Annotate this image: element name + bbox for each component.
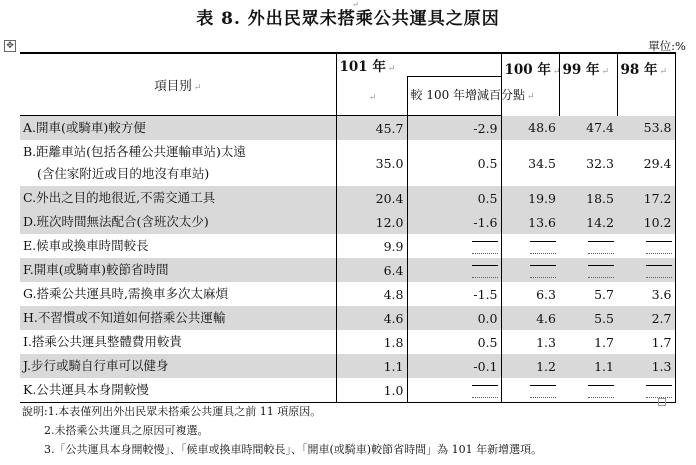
cell-y98 [617,330,675,354]
cell-value: 1.7 [594,334,614,350]
cell-y98 [617,306,675,330]
cell-y99 [559,378,617,403]
cell-y100 [501,378,559,403]
empty-cell-line [472,385,498,398]
cell-value: 19.9 [528,190,556,206]
cell-value: 14.2 [586,214,614,230]
empty-cell-line [588,241,614,254]
cell-y98 [617,210,675,234]
cell-value: 4.6 [383,310,404,326]
cell-y101 [336,306,407,330]
cell-chg [407,210,501,234]
cell-y100 [501,210,559,234]
row-label [20,258,336,282]
cell-y100 [501,116,559,141]
empty-cell-line [472,241,498,254]
row-label-text: I.搭乘公共運具整體費用較貴 [23,334,182,349]
row-label-text: B.距離車站(包括各種公共運輸車站)太遠 [23,144,246,159]
note-2: 2.未搭乘公共運具之原因可複選。 [44,424,209,437]
cell-y101 [336,282,407,306]
cell-chg [407,354,501,378]
table-row [20,186,675,210]
reasons-table [20,52,676,403]
empty-cell-line [530,385,556,398]
cell-chg [407,378,501,403]
cell-y99 [559,330,617,354]
cell-y98 [617,140,675,186]
empty-cell-line [646,265,672,278]
cell-value: 3.6 [651,286,672,302]
row-label [20,378,336,403]
cell-value: 6.4 [383,262,404,278]
cell-value: 1.2 [536,358,556,374]
row-label [20,354,336,378]
cell-value: 29.4 [643,155,672,171]
table-row [20,234,675,258]
cell-value: 1.1 [594,358,614,374]
cell-y100 [501,354,559,378]
cell-value: 6.3 [536,286,556,302]
cell-chg [407,330,501,354]
cell-y99 [559,282,617,306]
cell-y99 [559,354,617,378]
cell-value: 48.6 [528,120,556,136]
row-label-text: F.開車(或騎車)較節省時間 [23,262,169,277]
cell-y100 [501,234,559,258]
paragraph-mark: ↵ [352,0,359,9]
cell-value: 1.0 [383,382,404,398]
cell-y100 [501,330,559,354]
cell-y99 [559,116,617,141]
cell-value: -0.1 [473,358,498,374]
empty-cell-line [472,265,498,278]
cell-y101 [336,258,407,282]
cell-chg [407,140,501,186]
table-row [20,282,675,306]
cell-chg [407,258,501,282]
cell-value: 4.8 [383,286,404,302]
cell-value: 17.2 [643,190,672,206]
cell-y101 [336,378,407,403]
row-label-text: C.外出之目的地很近,不需交通工具 [23,190,216,205]
empty-cell-line [588,385,614,398]
header-item: 項目別 ↵ [20,53,336,116]
cell-y101 [336,354,407,378]
note-1: 說明:1.本表僅列出外出民眾未搭乘公共運具之前 11 項原因。 [22,405,322,418]
cell-y100 [501,282,559,306]
notes [22,402,542,459]
cell-value: 0.5 [477,334,498,350]
cell-value: 2.7 [651,310,672,326]
cell-value: 0.5 [477,190,498,206]
cell-y98 [617,186,675,210]
row-label-text: E.候車或換車時間較長 [23,238,149,253]
cell-chg [407,234,501,258]
cell-value: 53.8 [643,120,672,136]
cell-y100 [501,258,559,282]
row-label [20,140,336,186]
cell-y101 [336,330,407,354]
row-label [20,210,336,234]
table-title: 表 8. 外出民眾未搭乘公共運具之原因 [196,9,500,29]
table-row [20,378,675,403]
cell-value: 1.8 [383,334,404,350]
cell-y99 [559,186,617,210]
cell-chg [407,306,501,330]
cell-value: -1.5 [473,286,498,302]
cell-value: 1.3 [536,334,556,350]
cell-value: 5.5 [594,310,614,326]
table-row [20,210,675,234]
table-row [20,140,675,186]
cell-y98 [617,282,675,306]
cell-chg [407,282,501,306]
cell-value: 20.4 [375,190,404,206]
table-row [20,258,675,282]
row-label-text: D.班次時間無法配合(含班次太少) [23,214,209,229]
row-label [20,234,336,258]
header-year-99: 99 年 ↵ [559,53,617,116]
row-label-text: G.搭乘公共運具時,需換車多次太麻煩 [23,286,228,301]
cell-y100 [501,306,559,330]
cell-value: 32.3 [586,155,614,171]
cell-value: 45.7 [375,120,404,136]
cell-value: 47.4 [586,120,614,136]
unit-label: 單位:% [648,39,686,53]
empty-cell-line [530,241,556,254]
note-3: 3.「公共運具本身開較慢」、「候車或換車時間較長」、「開車(或騎車)較節省時間」為 101 年新增選項。 [44,443,543,456]
empty-cell-line [646,241,672,254]
cell-y99 [559,140,617,186]
cell-y98 [617,116,675,141]
cell-value: 4.6 [536,310,556,326]
cell-value: 35.0 [375,155,404,171]
cell-y98 [617,354,675,378]
cell-y98 [617,378,675,403]
cell-y99 [559,258,617,282]
row-label-text-line2: (含住家附近或目的地沒有車站) [37,166,210,181]
cell-y100 [501,140,559,186]
cell-y99 [559,210,617,234]
header-year-101: 101 年 ↵ [336,53,501,77]
cell-y99 [559,234,617,258]
cell-value: 18.5 [586,190,614,206]
cell-value: 34.5 [528,155,556,171]
table-row [20,354,675,378]
cell-value: 0.0 [477,310,498,326]
cell-y98 [617,234,675,258]
cell-value: 10.2 [643,214,672,230]
header-101-value: ↵ [336,77,407,116]
cell-y99 [559,306,617,330]
cell-chg [407,186,501,210]
cell-value: 0.5 [477,155,498,171]
table-resize-handle-icon[interactable] [658,398,666,406]
cell-value: 9.9 [383,238,404,254]
header-year-100: 100 年 ↵ [501,53,559,116]
row-label [20,116,336,141]
row-label [20,330,336,354]
row-label [20,186,336,210]
cell-value: 1.1 [383,358,404,374]
empty-cell-line [646,385,672,398]
header-year-98: 98 年 ↵ [617,53,675,116]
empty-cell-line [530,265,556,278]
cell-value: 12.0 [375,214,404,230]
cell-value: 13.6 [528,214,556,230]
cell-y101 [336,186,407,210]
cell-y100 [501,186,559,210]
table-move-handle-icon[interactable]: ✥ [4,40,16,52]
table-row [20,116,675,141]
cell-y101 [336,210,407,234]
cell-value: -2.9 [473,120,498,136]
cell-value: 5.7 [594,286,614,302]
cell-y101 [336,234,407,258]
row-label [20,282,336,306]
cell-y98 [617,258,675,282]
row-label-text: J.步行或騎自行車可以健身 [23,358,169,373]
row-label-text: H.不習慣或不知道如何搭乘公共運輸 [23,310,226,325]
header-change: 較 100 年增減百分點 ↵ [407,77,501,116]
cell-value: 1.7 [651,334,672,350]
table-row [20,330,675,354]
cell-y101 [336,140,407,186]
cell-chg [407,116,501,141]
row-label-text: A.開車(或騎車)較方便 [23,120,146,135]
cell-y101 [336,116,407,141]
cell-value: -1.6 [473,214,498,230]
cell-value: 1.3 [651,358,672,374]
table-row [20,306,675,330]
row-label-text: K.公共運具本身開較慢 [23,382,149,397]
row-label [20,306,336,330]
empty-cell-line [588,265,614,278]
